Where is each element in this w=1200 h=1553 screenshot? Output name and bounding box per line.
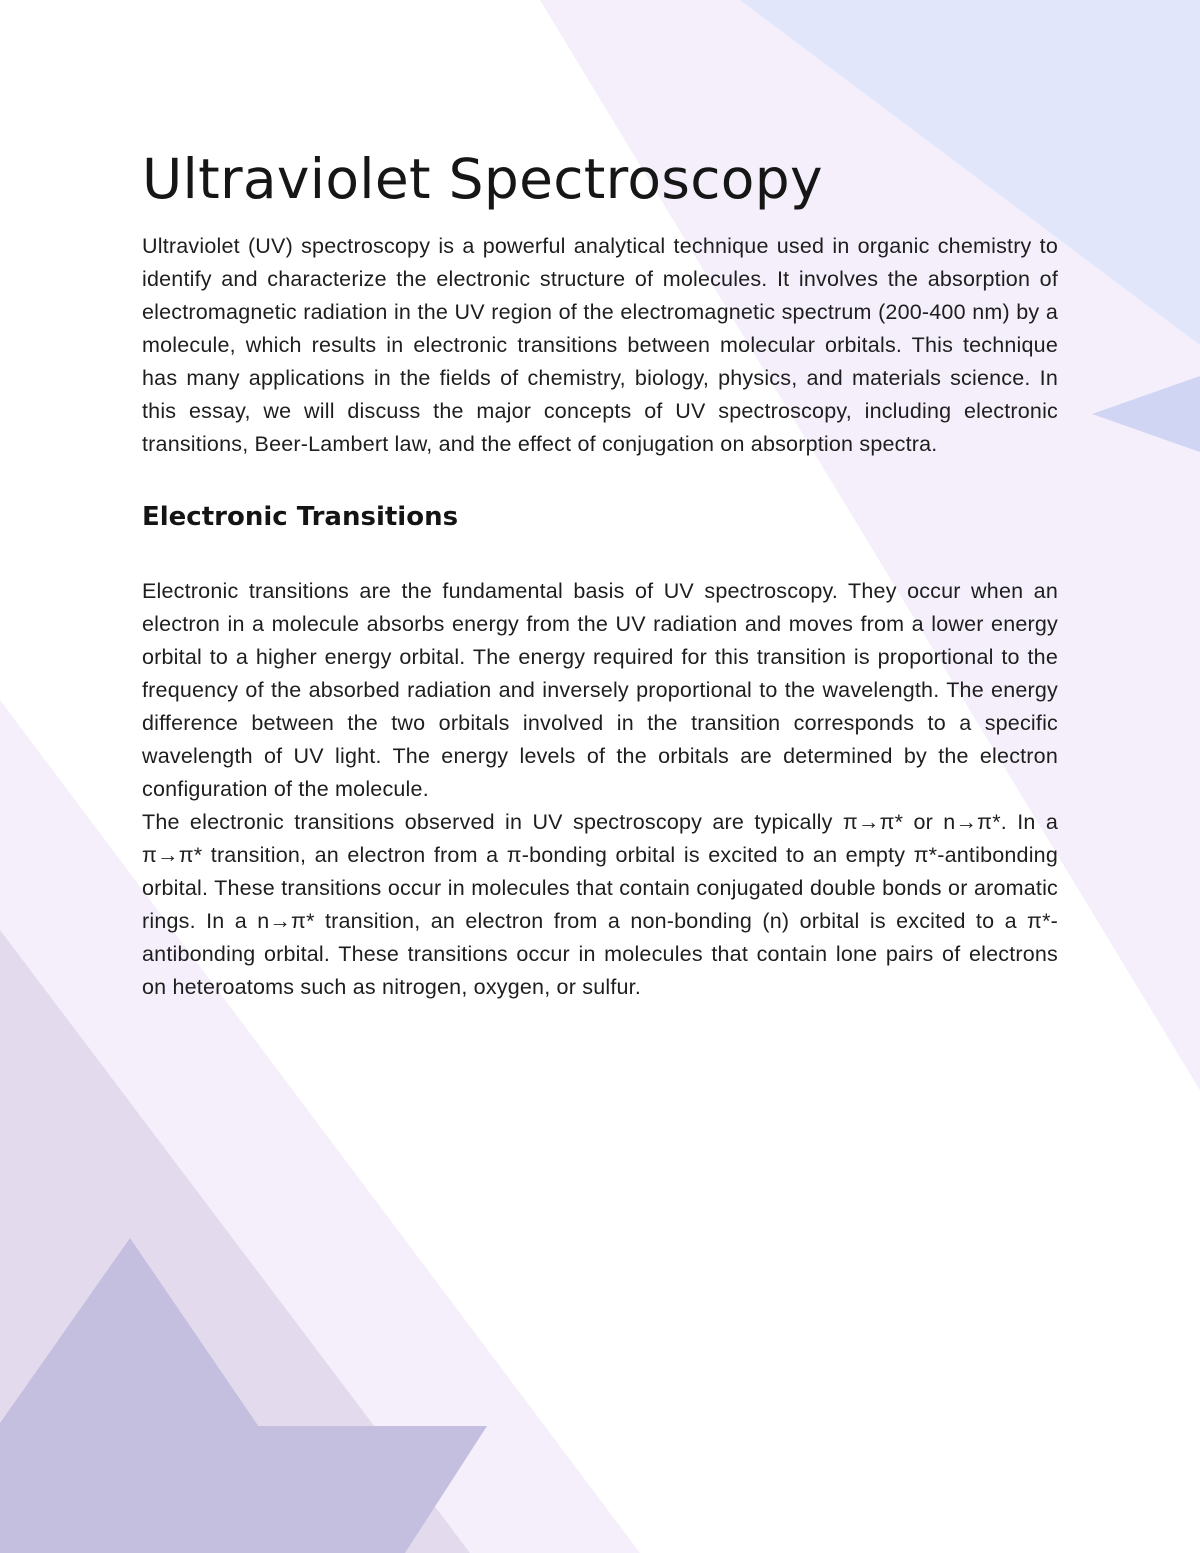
section-paragraph-2: The electronic transitions observed in UV spectroscopy are typically π→π* or n→π*. In a π→π* transition, an electron from a π-bonding orbital is excited to an empty π*-antibonding orbital. These transitions occur in molecules that contain conjugated double bonds or aromatic rings. In a n→π* transition, an electron from a non-bonding (n) orbital is excited to a π*-antibonding orbital. These transitions occur in molecules that contain lone pairs of electrons on heteroatoms such as nitrogen, oxygen, or sulfur. (142, 810, 1058, 999)
section-heading: Electronic Transitions (142, 502, 459, 532)
intro-paragraph: Ultraviolet (UV) spectroscopy is a powerful analytical technique used in organic chemistry to identify and characterize the electronic structure of molecules. It involves the absorption of electromagnetic radiation in the UV region of the electromagnetic spectrum (200-400 nm) by a molecule, which results in electronic transitions between molecular orbitals. This technique has many applications in the fields of chemistry, biology, physics, and materials science. In this essay, we will discuss the major concepts of UV spectroscopy, including electronic transitions, Beer-Lambert law, and the effect of conjugation on absorption spectra. (142, 234, 1058, 456)
bg-shape-bottom-wedge (0, 1426, 487, 1553)
section-paragraph-1: Electronic transitions are the fundamental basis of UV spectroscopy. They occur when an electron in a molecule absorbs energy from the UV radiation and moves from a lower energy orbital to a higher energy orbital. The energy required for this transition is proportional to the frequency of the absorbed radiation and inversely proportional to the wavelength. The energy difference between the two orbitals involved in the transition corresponds to a specific wavelength of UV light. The energy levels of the orbitals are determined by the electron configuration of the molecule. (142, 579, 1058, 801)
document-title: Ultraviolet Spectroscopy (142, 147, 823, 211)
document-body (142, 140, 1058, 1004)
